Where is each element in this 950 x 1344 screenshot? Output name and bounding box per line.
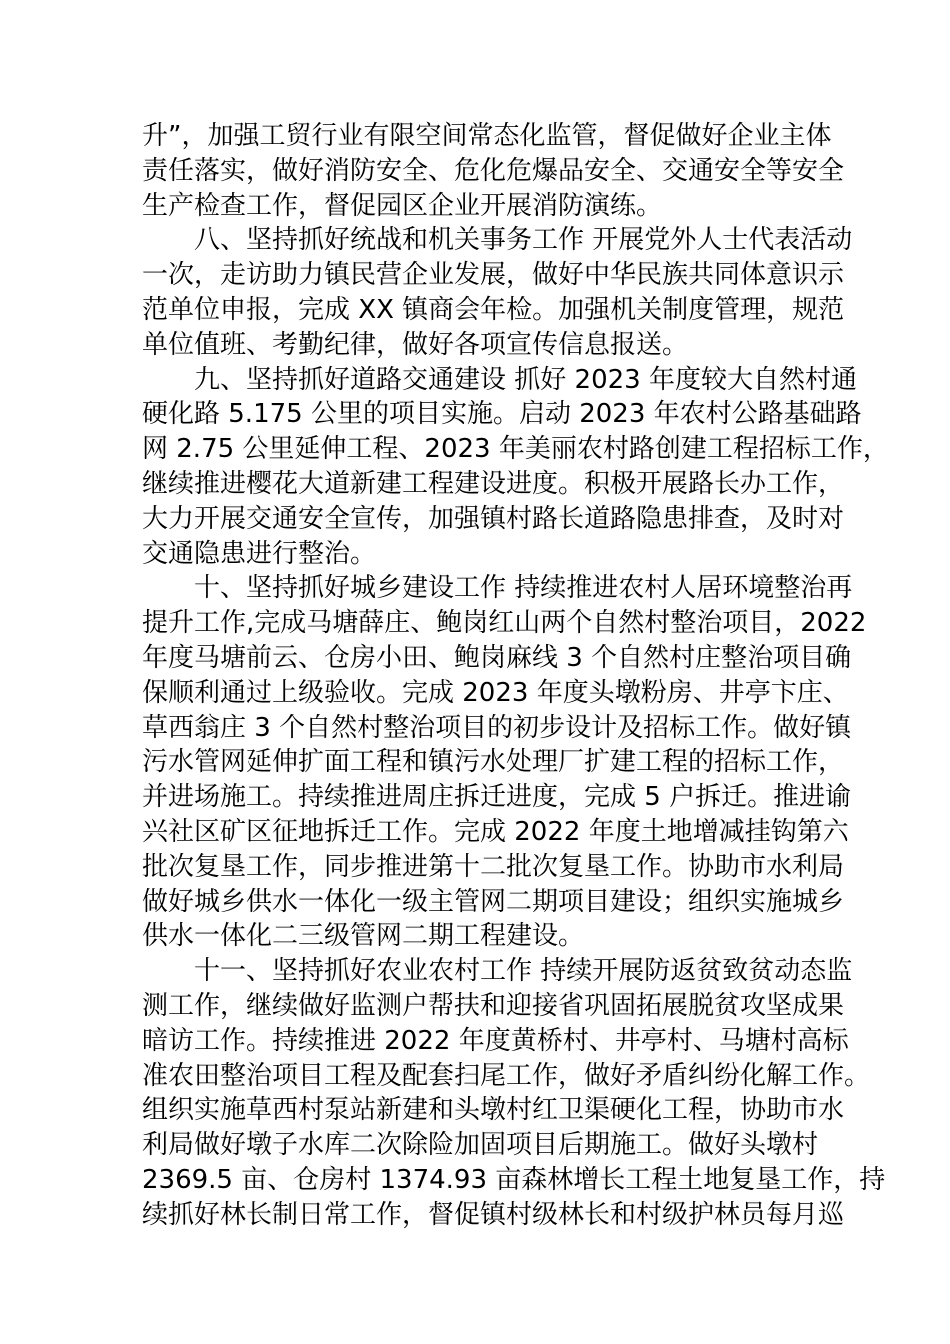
text-line: 测工作，继续做好监测户帮扶和迎接省巩固拓展脱贫攻坚成果 [142,990,845,1021]
section-heading-line: 十一、坚持抓好农业农村工作 持续开展防返贫致贫动态监 [194,956,853,987]
text-line: 续抓好林长制日常工作，督促镇村级林长和村级护林员每月巡 [142,1199,845,1230]
text-line: 兴社区矿区征地拆迁工作。完成 2022 年度土地增减挂钩第六 [142,816,849,847]
text-line: 做好城乡供水一体化一级主管网二期项目建设；组织实施城乡 [142,886,845,917]
text-line: 提升工作,完成马塘薛庄、鲍岗红山两个自然村整治项目，2022 [142,608,867,639]
text-line: 生产检查工作，督促园区企业开展消防演练。 [142,190,663,221]
text-line: 继续推进樱花大道新建工程建设进度。积极开展路长办工作， [142,468,845,499]
text-line: 并进场施工。持续推进周庄拆迁进度，完成 5 户拆迁。推进谕 [142,782,852,813]
text-line: 单位值班、考勤纪律，做好各项宣传信息报送。 [142,329,689,360]
text-line: 网 2.75 公里延伸工程、2023 年美丽农村路创建工程招标工作， [142,434,889,465]
text-line: 污水管网延伸扩面工程和镇污水处理厂扩建工程的招标工作， [142,747,845,778]
text-line: 暗访工作。持续推进 2022 年度黄桥村、井亭村、马塘村高标 [142,1025,849,1056]
text-line: 组织实施草西村泵站新建和头墩村红卫渠硬化工程，协助市水 [142,1095,845,1126]
text-line: 保顺利通过上级验收。完成 2023 年度头墩粉房、井亭卞庄、 [142,677,849,708]
text-line: 供水一体化二三级管网二期工程建设。 [142,921,585,952]
text-line: 2369.5 亩、仓房村 1374.93 亩森林增长工程土地复垦工作，持 [142,1164,886,1195]
text-line: 范单位申报，完成 XX 镇商会年检。加强机关制度管理，规范 [142,294,845,325]
section-heading-line: 九、坚持抓好道路交通建设 抓好 2023 年度较大自然村通 [194,364,857,395]
text-line: 一次，走访助力镇民营企业发展，做好中华民族共同体意识示 [142,260,845,291]
text-line: 准农田整治项目工程及配套扫尾工作，做好矛盾纠纷化解工作。 [142,1060,871,1091]
document-text-block [142,119,889,1233]
text-line: 大力开展交通安全宣传，加强镇村路长道路隐患排查，及时对 [142,503,845,534]
text-line: 批次复垦工作，同步推进第十二批次复垦工作。协助市水利局 [142,851,845,882]
text-line: 升”，加强工贸行业有限空间常态化监管，督促做好企业主体 [142,121,832,151]
text-line: 年度马塘前云、仓房小田、鲍岗麻线 3 个自然村庄整治项目确 [142,642,852,673]
text-line: 责任落实，做好消防安全、危化危爆品安全、交通安全等安全 [142,155,845,186]
section-heading-line: 八、坚持抓好统战和机关事务工作 开展党外人士代表活动 [194,225,853,256]
text-line: 硬化路 5.175 公里的项目实施。启动 2023 年农村公路基础路 [142,399,862,430]
text-line: 交通隐患进行整治。 [142,538,377,569]
text-line: 草西翁庄 3 个自然村整治项目的初步设计及招标工作。做好镇 [142,712,852,743]
text-line: 利局做好墩子水库二次除险加固项目后期施工。做好头墩村 [142,1130,819,1161]
section-heading-line: 十、坚持抓好城乡建设工作 持续推进农村人居环境整治再 [194,573,853,604]
